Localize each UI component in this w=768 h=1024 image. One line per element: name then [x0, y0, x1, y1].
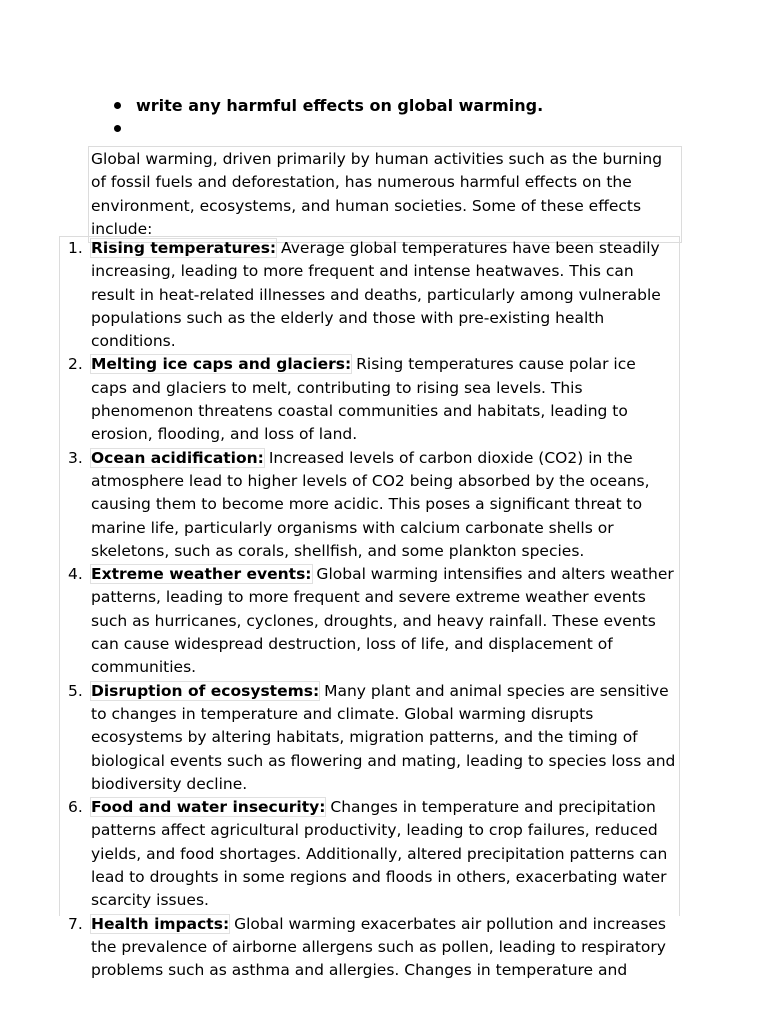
item-heading: Health impacts:	[91, 914, 230, 933]
bullet-item-empty	[112, 117, 543, 140]
bullet-item	[112, 94, 543, 117]
item-heading: Ocean acidification:	[91, 448, 264, 467]
list-item	[60, 796, 680, 912]
item-number: 4.	[68, 565, 83, 584]
list-item	[60, 563, 680, 679]
item-body: Changes in temperature and precipitation patterns affect agricultural productivity, leading to crop failures, reduced yields, and food shortages. Additionally, altered precipitation patterns can lead to droughts in some regions and floods in others, exacerbating water scarcity issues.	[91, 798, 668, 910]
item-heading: Extreme weather events:	[91, 565, 312, 584]
item-number: 1.	[68, 239, 83, 257]
item-heading: Disruption of ecosystems:	[91, 681, 320, 700]
list-item	[60, 680, 680, 796]
item-number: 7.	[68, 914, 83, 933]
question-text: write any harmful effects on global warming.	[136, 96, 544, 115]
item-body: Rising temperatures cause polar ice caps and glaciers to melt, contributing to rising sea levels. This phenomenon threatens coastal communities and habitats, leading to erosion, flooding, and loss of land.	[91, 355, 636, 444]
item-heading: Rising temperatures:	[91, 239, 277, 257]
list-item	[60, 447, 680, 563]
item-heading: Food and water insecurity:	[91, 798, 326, 817]
effects-numbered-list	[60, 237, 680, 983]
bullet-dot-icon	[114, 102, 121, 109]
list-item	[60, 353, 680, 446]
item-number: 5.	[68, 681, 83, 700]
item-body: Many plant and animal species are sensitive to changes in temperature and climate. Global warming disrupts ecosystems by altering habitats, migration patterns, and the timing of biological events such as flowering and mating, leading to species loss and biodiversity decline.	[91, 681, 676, 793]
item-body: Increased levels of carbon dioxide (CO2) in the atmosphere lead to higher levels of CO2 being absorbed by the oceans, causing them to become more acidic. This poses a significant threat to marine life, particularly organisms with calcium carbonate shells or skeletons, such as corals, shellfish, and some plankton species.	[91, 448, 650, 560]
item-heading: Melting ice caps and glaciers:	[91, 355, 352, 374]
item-body: Average global temperatures have been steadily increasing, leading to more frequent and intense heatwaves. This can result in heat-related illnesses and deaths, particularly among vulnerable populations such as the elderly and those with pre-existing health conditions.	[91, 239, 661, 351]
item-number: 2.	[68, 355, 83, 374]
effects-list-container	[59, 236, 680, 980]
item-body: Global warming exacerbates air pollution and increases the prevalence of airborne allergens such as pollen, leading to respiratory problems such as asthma and allergies. Changes in temperature and	[91, 914, 667, 980]
item-body: Global warming intensifies and alters weather patterns, leading to more frequent and severe extreme weather events such as hurricanes, cyclones, droughts, and heavy rainfall. These events can cause widespread destruction, loss of life, and displacement of communities.	[91, 565, 674, 677]
intro-paragraph: Global warming, driven primarily by human activities such as the burning of fossil fuels and deforestation, has numerous harmful effects on the environment, ecosystems, and human societies. Some of these effects include:	[88, 146, 682, 243]
bullet-dot-icon	[114, 125, 121, 132]
question-bullet-list	[112, 94, 543, 140]
item-number: 3.	[68, 448, 83, 467]
list-item	[60, 913, 680, 983]
item-number: 6.	[68, 798, 83, 817]
list-item	[60, 237, 680, 353]
